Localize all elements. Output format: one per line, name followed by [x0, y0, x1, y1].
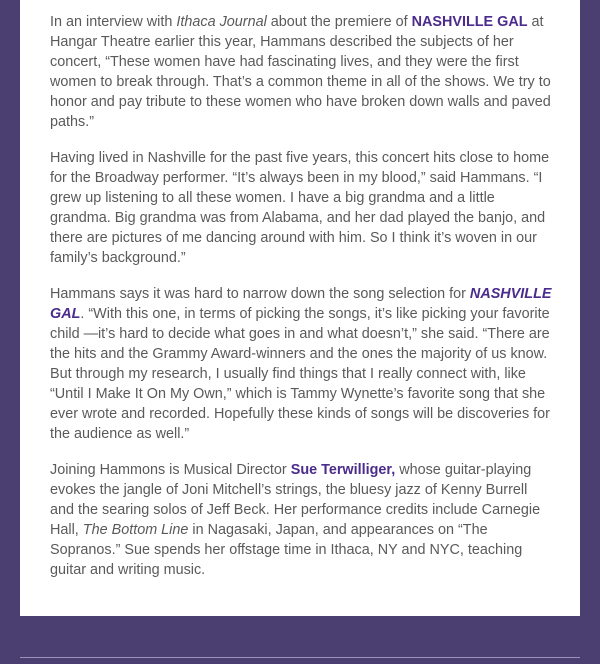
show-title: NASHVILLE GAL: [50, 286, 552, 322]
director-name: Sue Terwilliger,: [290, 462, 396, 478]
text: about the premiere of: [266, 14, 412, 30]
text: at Hangar Theatre earlier this year, Hammans described the subjects of her concert, “These women have had fascinating lives, and they were the first women to break through. That’s a common theme in all of the shows. We try to honor and pay tribute to these women who have broken down walls and paved paths.”: [50, 14, 551, 130]
text: In an interview with: [50, 14, 177, 30]
paragraph-interview: [50, 12, 555, 132]
article-card: [20, 0, 580, 616]
text: whose guitar-playing evokes the jangle of Joni Mitchell’s strings, the bluesy jazz of Kenny Burrell and the searing solos of Jeff Beck. Her performance credits include Carnegie Hall,: [50, 462, 541, 538]
text: Having lived in Nashville for the past five years, this concert hits close to home for the Broadway performer. “It’s always been in my blood,” said Hammans. “I grew up listening to all these women. I have a big grandma and a little grandma. Big grandma was from Alabama, and her dad played the banjo, and there are pictures of me dancing around with him. So I think it’s woven in our family’s background.”: [50, 150, 550, 266]
venue-name: The Bottom Line: [82, 522, 189, 538]
show-title: NASHVILLE GAL: [411, 14, 528, 30]
publication-name: Ithaca Journal: [176, 14, 267, 30]
paragraph-song-selection: [50, 284, 555, 444]
article-body: [50, 12, 555, 596]
divider: [20, 657, 580, 658]
paragraph-musical-director: [50, 460, 555, 580]
text: . “With this one, in terms of picking the songs, it’s like picking your favorite child —it’s hard to decide what goes in and what doesn’t,” she said. “There are the hits and the Grammy Award-winners and the ones the majority of us know. But through my research, I usually find things that I really connect with, like “Until I Make It On My Own,” which is Tammy Wynette’s favorite song that she ever wrote and recorded. Hopefully these kinds of songs will be discoveries for the audience as well.”: [50, 306, 550, 442]
paragraph-nashville: [50, 148, 555, 268]
text: Hammans says it was hard to narrow down the song selection for: [50, 286, 470, 302]
text: in Nagasaki, Japan, and appearances on “The Sopranos.” Sue spends her offstage time in Ithaca, NY and NYC, teaching guitar and writing music.: [50, 522, 523, 578]
text: Joining Hammons is Musical Director: [50, 462, 291, 478]
